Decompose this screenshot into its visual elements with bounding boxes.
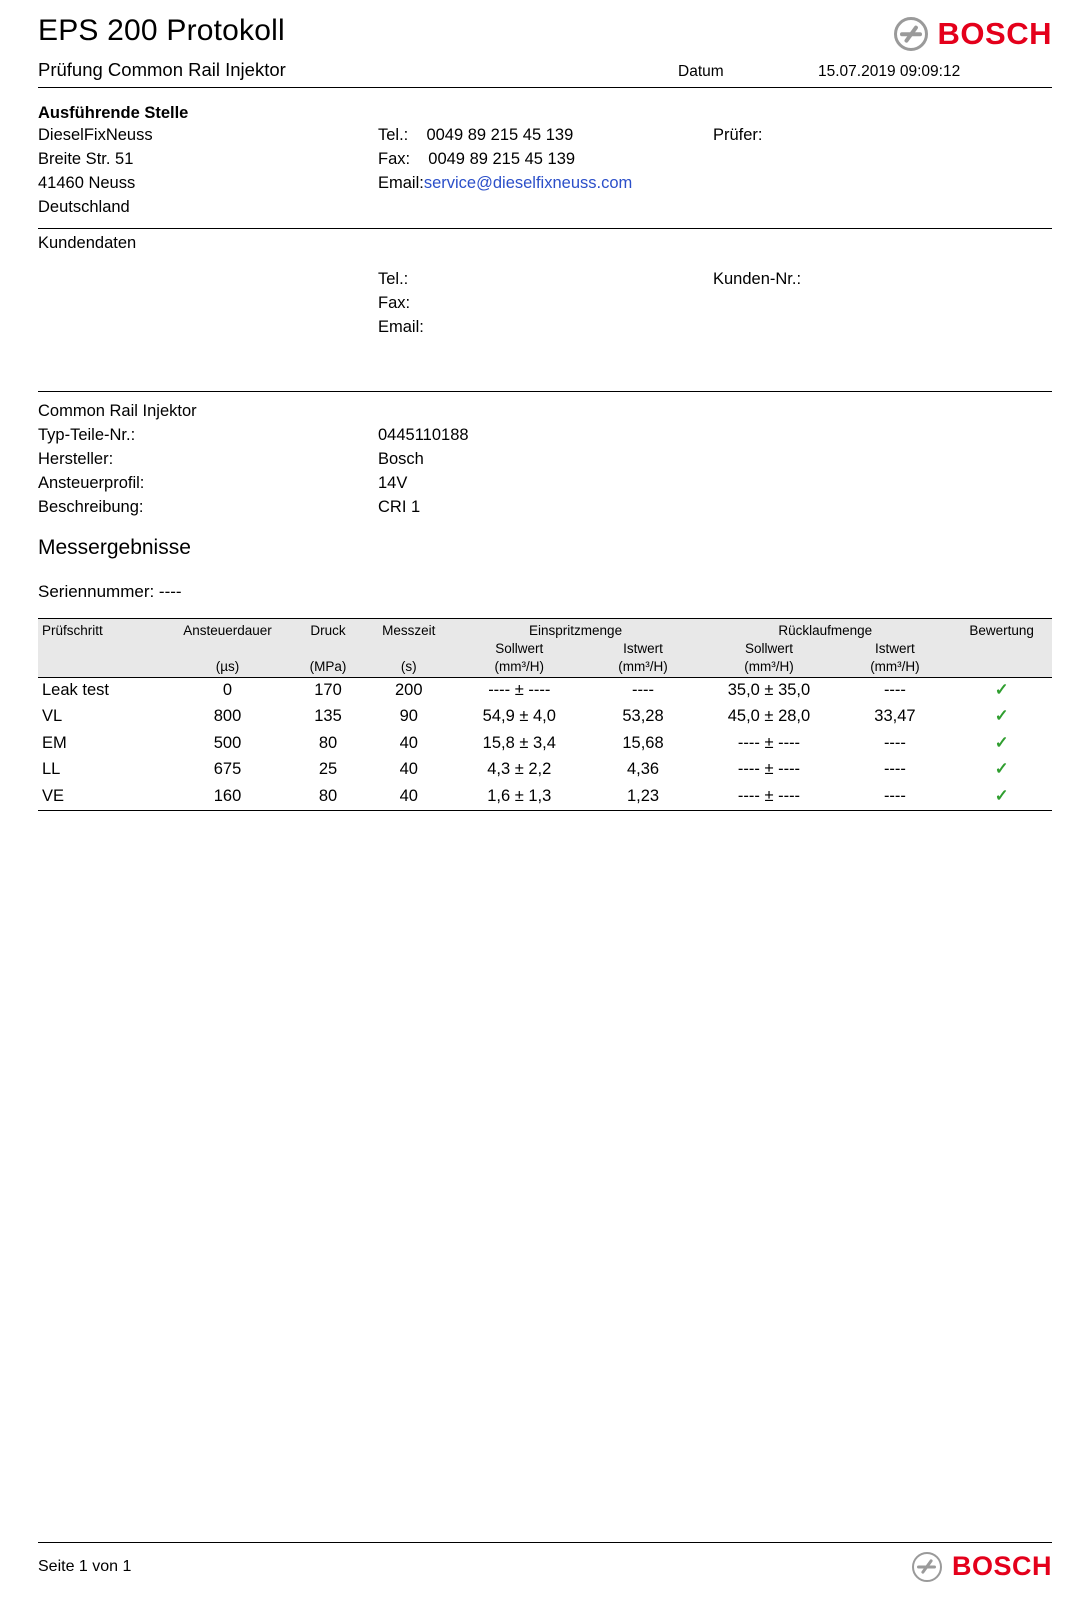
cell-inj-setpoint: 15,8 ± 3,4	[482, 733, 556, 752]
results-title: Messergebnisse	[38, 535, 191, 559]
customer-heading: Kundendaten	[38, 233, 137, 252]
table-row	[38, 677, 1052, 704]
injector-row	[38, 424, 1052, 448]
bosch-wordmark: BOSCH	[937, 16, 1052, 51]
unit-pressure: (MPa)	[290, 658, 365, 677]
results-table-body	[38, 677, 1052, 810]
page-title: EPS 200 Protokoll	[38, 14, 285, 47]
document-header	[38, 0, 1052, 88]
cell-inj-actual: 53,28	[622, 707, 664, 726]
table-row	[38, 757, 1052, 783]
cell-step: VE	[38, 783, 165, 810]
injector-heading-text: Common Rail Injektor	[38, 402, 197, 421]
station-fax-label: Fax:	[378, 149, 411, 168]
cell-step: VL	[42, 707, 63, 726]
customer-address-column	[38, 267, 378, 340]
cell-rating-pass-icon: ✓	[994, 760, 1009, 779]
injector-row	[38, 448, 1052, 472]
col-header-injection-group: Einspritzmenge	[452, 618, 699, 640]
bosch-emblem-icon	[894, 17, 928, 51]
unit-ret-actual: (mm³/H)	[839, 658, 952, 677]
document-footer	[38, 1542, 1052, 1582]
cell-ret-actual: ----	[839, 783, 952, 810]
injector-row-value: 0445110188	[378, 426, 469, 445]
cell-duration: 500	[213, 733, 242, 752]
cell-ret-setpoint: ---- ± ----	[699, 783, 838, 810]
cell-inj-setpoint: 54,9 ± 4,0	[482, 707, 556, 726]
spacer-duration	[165, 640, 291, 658]
results-table-head	[38, 618, 1052, 677]
tester-column	[713, 123, 1052, 220]
injector-row-key: Ansteuerprofil:	[38, 474, 145, 493]
unit-inj-actual: (mm³/H)	[587, 658, 700, 677]
cell-time: 40	[366, 783, 452, 810]
station-street: Breite Str. 51	[38, 149, 134, 168]
col-header-ret-actual: Istwert	[839, 640, 952, 658]
header-subtitle-row	[38, 59, 1052, 81]
injector-block	[38, 400, 1052, 520]
station-email-link[interactable]: service@dieselfixneuss.com	[423, 174, 633, 192]
cell-inj-actual: 1,23	[587, 783, 700, 810]
cell-pressure: 25	[318, 760, 338, 779]
col-header-return-group: Rücklaufmenge	[699, 618, 951, 640]
cell-step: Leak test	[38, 677, 165, 704]
cell-duration: 160	[165, 783, 291, 810]
station-address-column	[38, 123, 378, 220]
col-header-duration: Ansteuerdauer	[165, 618, 291, 640]
customer-contact-column	[378, 267, 713, 340]
cell-inj-setpoint: 4,3 ± 2,2	[487, 760, 552, 779]
cell-inj-actual: 15,68	[622, 733, 664, 752]
customer-number-label: Kunden-Nr.:	[713, 269, 802, 288]
table-header-units-row	[38, 658, 1052, 677]
customer-divider	[38, 391, 1052, 392]
cell-pressure: 80	[318, 733, 338, 752]
station-divider	[38, 228, 1052, 229]
cell-ret-actual: ----	[839, 677, 952, 704]
footer-row	[38, 1551, 1052, 1582]
cell-ret-actual: ----	[883, 760, 906, 779]
cell-time: 90	[399, 707, 418, 726]
station-country: Deutschland	[38, 198, 130, 217]
bosch-logo-header	[894, 16, 1052, 52]
customer-tel-row	[378, 267, 713, 291]
cell-inj-setpoint: ---- ± ----	[452, 677, 587, 704]
cell-duration: 675	[213, 760, 242, 779]
cell-time: 40	[399, 760, 418, 779]
page-number: Seite 1 von 1	[38, 1557, 132, 1575]
station-email-label: Email:	[378, 174, 424, 192]
station-city: 41460 Neuss	[38, 174, 136, 192]
cell-ret-actual: 33,47	[874, 707, 916, 726]
station-columns	[38, 123, 1052, 220]
table-header-group-row	[38, 618, 1052, 640]
table-row	[38, 783, 1052, 810]
header-divider	[38, 87, 1052, 88]
cell-ret-setpoint: 35,0 ± 35,0	[699, 677, 838, 704]
col-header-pressure: Druck	[290, 618, 365, 640]
injector-row-value: CRI 1	[378, 497, 421, 516]
bosch-emblem-icon	[912, 1552, 942, 1582]
station-heading: Ausführende Stelle	[38, 103, 189, 122]
tester-label: Prüfer:	[713, 125, 763, 144]
unit-duration: (µs)	[165, 658, 291, 677]
bosch-wordmark: BOSCH	[951, 1551, 1052, 1581]
serial-number: Seriennummer: ----	[38, 581, 182, 601]
cell-rating-pass-icon: ✓	[951, 677, 1052, 704]
customer-columns	[38, 267, 1052, 340]
injector-heading	[38, 400, 1052, 424]
station-fax-row	[378, 147, 713, 171]
injector-row-value: 14V	[378, 474, 408, 493]
results-table	[38, 618, 1052, 811]
unit-time: (s)	[366, 658, 452, 677]
customer-tel-label: Tel.:	[378, 269, 409, 288]
table-row	[38, 704, 1052, 730]
cell-rating-pass-icon: ✓	[994, 707, 1009, 726]
spacer-time	[366, 640, 452, 658]
col-header-time: Messzeit	[366, 618, 452, 640]
injector-row-key: Typ-Teile-Nr.:	[38, 426, 136, 445]
spacer-pressure	[290, 640, 365, 658]
injector-row-value: Bosch	[378, 450, 424, 469]
bosch-logo-footer	[912, 1551, 1052, 1582]
col-header-inj-setpoint: Sollwert	[452, 640, 587, 658]
station-tel-value: 0049 89 215 45 139	[426, 125, 574, 144]
cell-duration: 0	[165, 677, 291, 704]
station-block	[38, 104, 1052, 229]
cell-pressure: 170	[290, 677, 365, 704]
cell-inj-actual: ----	[587, 677, 700, 704]
injector-row-key: Beschreibung:	[38, 497, 144, 516]
cell-ret-actual: ----	[883, 733, 906, 752]
injector-row-key: Hersteller:	[38, 450, 114, 469]
customer-number-column	[713, 267, 1052, 340]
cell-time: 40	[399, 733, 418, 752]
col-header-inj-actual: Istwert	[587, 640, 700, 658]
station-name: DieselFixNeuss	[38, 125, 153, 144]
station-email-row	[378, 171, 713, 195]
station-tel-label: Tel.:	[378, 125, 409, 144]
cell-time: 200	[366, 677, 452, 704]
cell-ret-setpoint: ---- ± ----	[737, 760, 801, 779]
station-contact-column	[378, 123, 713, 220]
table-header-sub-row	[38, 640, 1052, 658]
cell-step: EM	[42, 733, 67, 752]
footer-divider	[38, 1542, 1052, 1543]
station-fax-value: 0049 89 215 45 139	[428, 149, 576, 168]
customer-block	[38, 234, 1052, 393]
station-tel-row	[378, 123, 713, 147]
table-row	[38, 730, 1052, 756]
cell-duration: 800	[213, 707, 242, 726]
document-subtitle: Prüfung Common Rail Injektor	[38, 58, 286, 80]
customer-email-row	[378, 315, 713, 339]
cell-step: LL	[42, 760, 61, 779]
col-header-rating: Bewertung	[951, 618, 1052, 677]
date-label: Datum	[678, 62, 724, 80]
cell-pressure: 80	[290, 783, 365, 810]
col-header-ret-setpoint: Sollwert	[699, 640, 838, 658]
cell-ret-setpoint: ---- ± ----	[737, 733, 801, 752]
customer-fax-label: Fax:	[378, 293, 411, 312]
unit-inj-setpoint: (mm³/H)	[452, 658, 587, 677]
cell-inj-actual: 4,36	[626, 760, 660, 779]
cell-ret-setpoint: 45,0 ± 28,0	[727, 707, 811, 726]
injector-row	[38, 496, 1052, 520]
cell-rating-pass-icon: ✓	[994, 733, 1009, 752]
unit-ret-setpoint: (mm³/H)	[699, 658, 838, 677]
col-header-step: Prüfschritt	[38, 618, 165, 677]
cell-pressure: 135	[314, 707, 342, 726]
cell-rating-pass-icon: ✓	[951, 783, 1052, 810]
injector-row	[38, 472, 1052, 496]
customer-email-label: Email:	[378, 318, 424, 336]
customer-fax-row	[378, 291, 713, 315]
date-value: 15.07.2019 09:09:12	[818, 62, 961, 80]
cell-inj-setpoint: 1,6 ± 1,3	[452, 783, 587, 810]
